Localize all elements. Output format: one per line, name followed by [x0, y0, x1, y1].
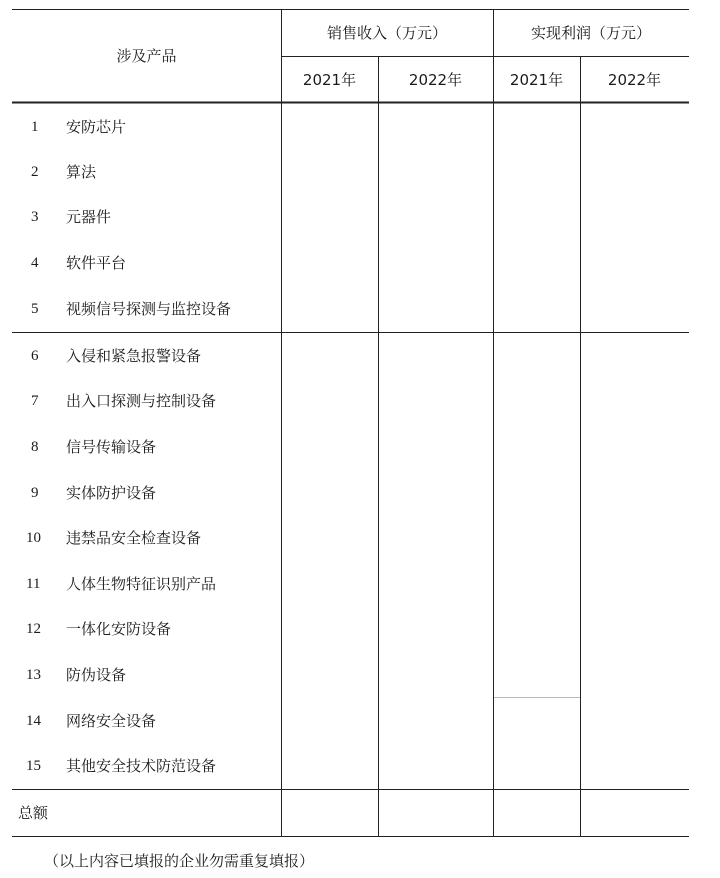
row-number: 1: [31, 119, 39, 135]
row-product-name: 一体化安防设备: [66, 620, 172, 638]
row-product-name: 出入口探测与控制设备: [66, 392, 217, 410]
row-product-name: 入侵和紧急报警设备: [66, 347, 202, 365]
row-number: 14: [26, 713, 41, 729]
footnote: （以上内容已填报的企业勿需重复填报）: [44, 852, 315, 870]
row-product-name: 违禁品安全检查设备: [66, 529, 202, 547]
header-sales-2021: 2021年: [302, 71, 357, 89]
row-product-name: 算法: [66, 163, 97, 181]
row-product-name: 网络安全设备: [66, 712, 157, 730]
header-profit: 实现利润（万元）: [530, 24, 651, 42]
row-product-name: 软件平台: [66, 254, 127, 272]
row-number: 2: [31, 164, 39, 180]
row-product-name: 实体防护设备: [66, 484, 157, 502]
row-number: 8: [31, 439, 39, 455]
row-number: 11: [26, 576, 41, 592]
row-product-name: 信号传输设备: [66, 438, 157, 456]
header-product: 涉及产品: [116, 47, 177, 65]
row-product-name: 元器件: [66, 208, 112, 226]
row-number: 15: [26, 758, 41, 774]
row-number: 12: [26, 621, 41, 637]
row-product-name: 其他安全技术防范设备: [66, 757, 217, 775]
row-product-name: 安防芯片: [66, 118, 127, 136]
header-sales-revenue: 销售收入（万元）: [326, 24, 447, 42]
header-profit-2021: 2021年: [509, 71, 564, 89]
row-number: 9: [31, 485, 39, 501]
header-profit-2022: 2022年: [607, 71, 662, 89]
row-product-name: 视频信号探测与监控设备: [66, 300, 232, 318]
row-number: 5: [31, 301, 39, 317]
header-sales-2022: 2022年: [408, 71, 463, 89]
row-number: 6: [31, 348, 39, 364]
total-label: 总额: [18, 804, 49, 822]
row-product-name: 人体生物特征识别产品: [66, 575, 217, 593]
row-number: 3: [31, 209, 39, 225]
row-number: 10: [26, 530, 41, 546]
row-number: 13: [26, 667, 41, 683]
row-number: 4: [31, 255, 39, 271]
row-number: 7: [31, 393, 39, 409]
row-product-name: 防伪设备: [66, 666, 127, 684]
